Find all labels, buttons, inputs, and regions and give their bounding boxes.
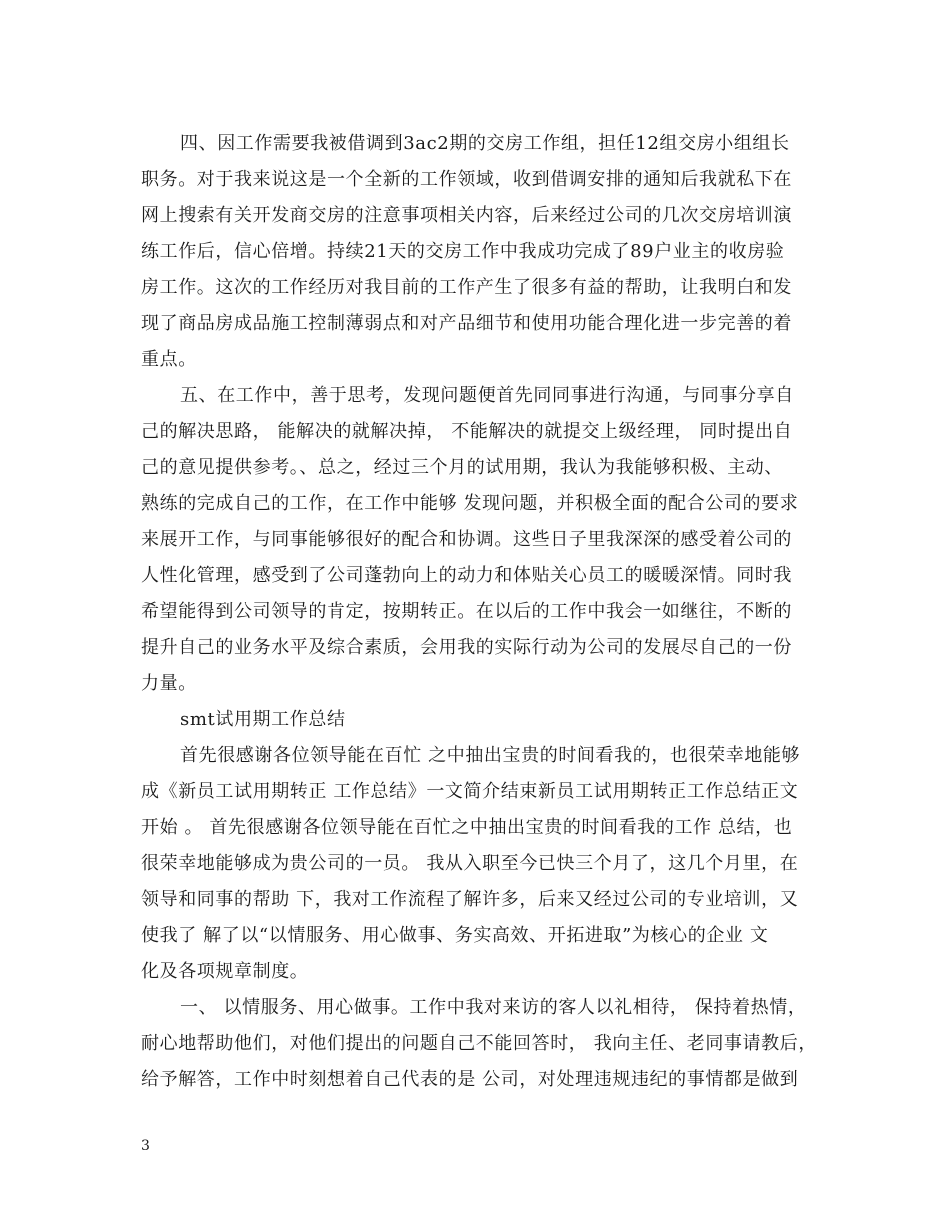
text-line: 网上搜索有关开发商交房的注意事项相关内容，后来经过公司的几次交房培训演 bbox=[141, 205, 792, 226]
text-line: 耐心地帮助他们，对他们提出的问题自己不能回答时， 我向主任、老同事请教后， bbox=[141, 1033, 817, 1054]
text-line: 希望能得到公司领导的肯定，按期转正。在以后的工作中我会一如继往，不断的 bbox=[141, 601, 792, 622]
text-line: 五、在工作中，善于思考，发现问题便首先同同事进行沟通，与同事分享自 bbox=[180, 385, 794, 406]
text-line: 人性化管理，感受到了公司蓬勃向上的动力和体贴关心员工的暖暖深情。同时我 bbox=[141, 565, 792, 586]
text-line: 职务。对于我来说这是一个全新的工作领域，收到借调安排的通知后我就私下在 bbox=[141, 169, 792, 190]
text-line: 开始 。 首先很感谢各位领导能在百忙之中抽出宝贵的时间看我的工作 总结，也 bbox=[141, 817, 793, 838]
text-line: 己的解决思路， 能解决的就解决掉， 不能解决的就提交上级经理， 同时提出自 bbox=[141, 421, 793, 442]
text-line: 成《新员工试用期转正 工作总结》一文简介结束新员工试用期转正工作总结正文 bbox=[141, 781, 799, 802]
text-line: 提升自己的业务水平及综合素质，会用我的实际行动为公司的发展尽自己的一份 bbox=[141, 637, 792, 658]
text-line: 练工作后，信心倍增。持续21天的交房工作中我成功完成了89户业主的收房验 bbox=[141, 241, 785, 262]
text-line: 给予解答，工作中时刻想着自己代表的是 公司，对处理违规违纪的事情都是做到 bbox=[141, 1069, 799, 1090]
text-line: 房工作。这次的工作经历对我目前的工作产生了很多有益的帮助，让我明白和发 bbox=[141, 277, 792, 298]
text-line: 一、 以情服务、用心做事。工作中我对来访的客人以礼相待， 保持着热情， bbox=[180, 997, 807, 1018]
text-line: 很荣幸地能够成为贵公司的一员。 我从入职至今已快三个月了，这几个月里，在 bbox=[141, 853, 799, 874]
text-line: 使我了 解了以“以情服务、用心做事、务实高效、开拓进取”为核心的企业 文 bbox=[141, 925, 769, 946]
section-heading: smt试用期工作总结 bbox=[180, 709, 346, 730]
text-line: 化及各项规章制度。 bbox=[141, 961, 309, 982]
page-number: 3 bbox=[141, 1138, 150, 1154]
text-line: 领导和同事的帮助 下，我对工作流程了解许多，后来又经过公司的专业培训，又 bbox=[141, 889, 799, 910]
text-line: 己的意见提供参考。、总之，经过三个月的试用期，我认为我能够积极、主动、 bbox=[141, 457, 783, 478]
text-line: 现了商品房成品施工控制薄弱点和对产品细节和使用功能合理化进一步完善的着 bbox=[141, 313, 792, 334]
text-line: 重点。 bbox=[141, 349, 197, 370]
text-line: 来展开工作，与同事能够很好的配合和协调。这些日子里我深深的感受着公司的 bbox=[141, 529, 792, 550]
text-line: 熟练的完成自己的工作，在工作中能够 发现问题，并积极全面的配合公司的要求 bbox=[141, 493, 799, 514]
text-line: 力量。 bbox=[141, 673, 197, 694]
text-line: 首先很感谢各位领导能在百忙 之中抽出宝贵的时间看我的，也很荣幸地能够 bbox=[180, 745, 801, 766]
text-line: 四、因工作需要我被借调到3ac2期的交房工作组，担任12组交房小组组长 bbox=[180, 133, 790, 154]
